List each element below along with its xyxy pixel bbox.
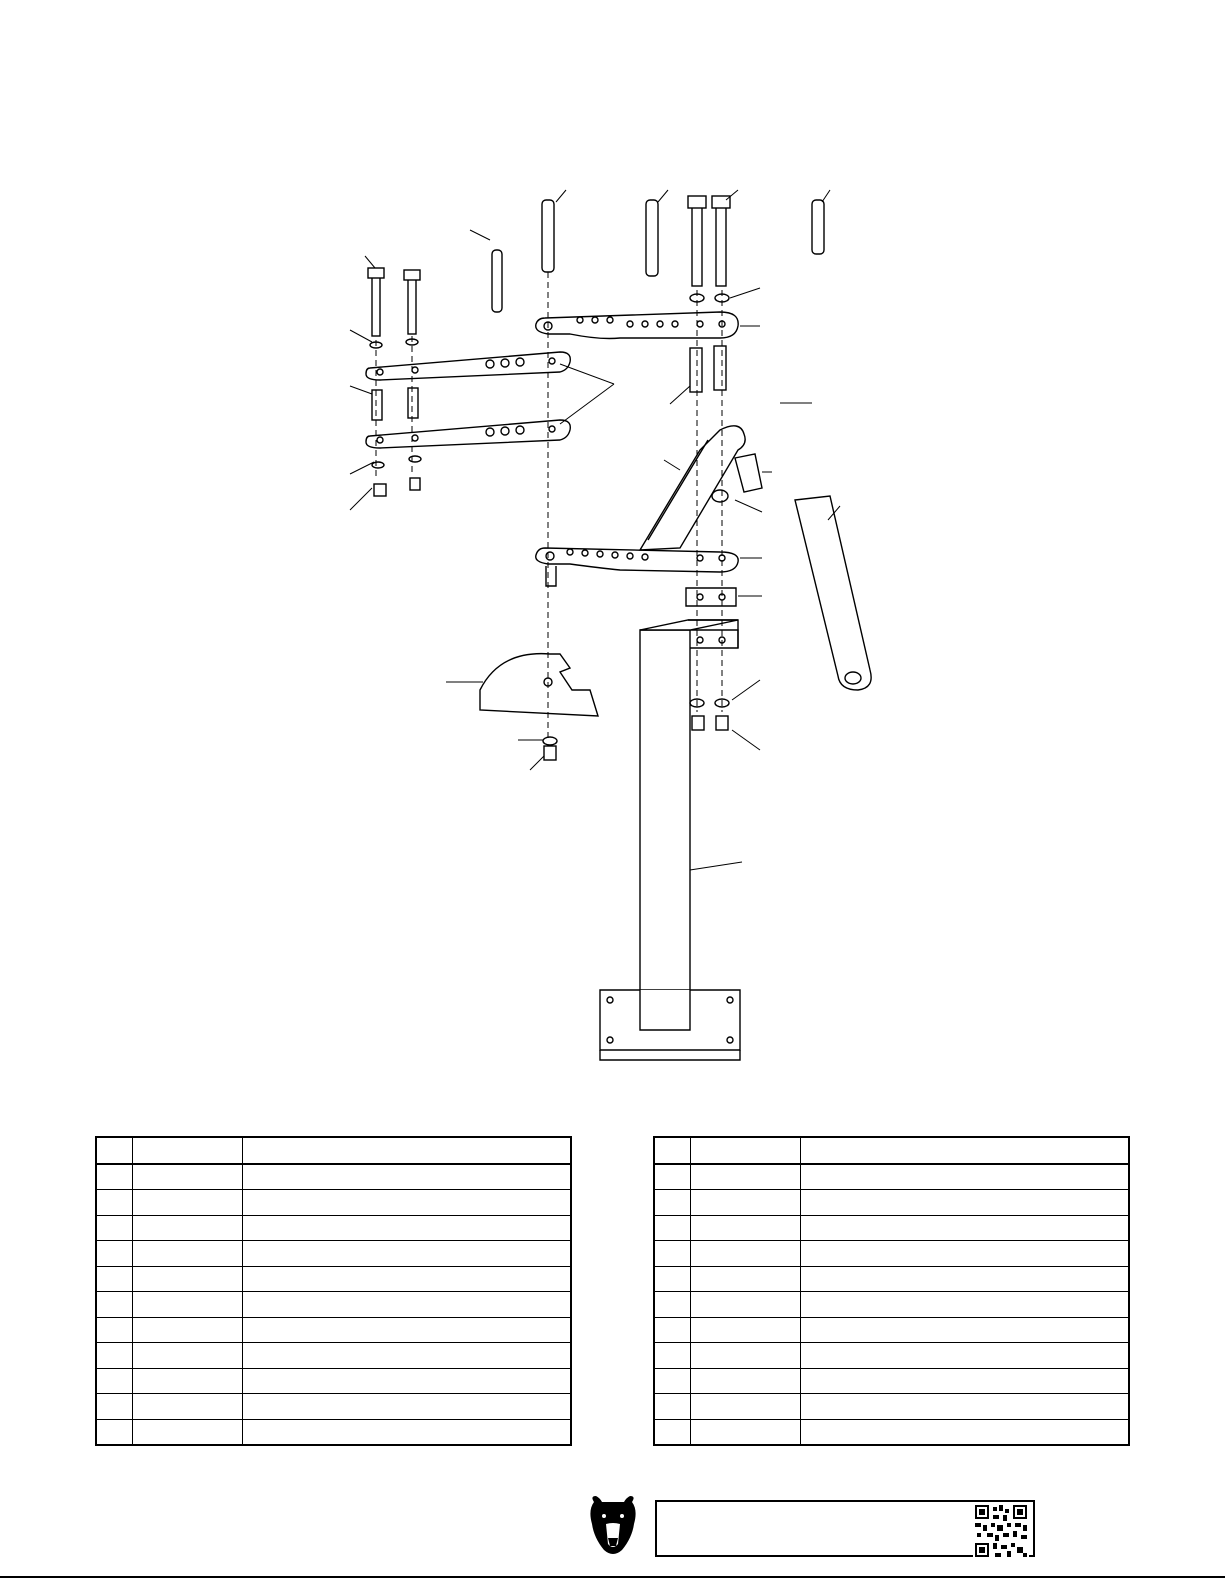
table-row bbox=[96, 1394, 571, 1420]
header-cell-part bbox=[690, 1137, 800, 1164]
stand-post bbox=[640, 620, 738, 1030]
table-header-row bbox=[96, 1137, 571, 1164]
table-row bbox=[96, 1368, 571, 1394]
spacer-plate bbox=[686, 588, 736, 606]
clamp-block bbox=[735, 454, 762, 492]
stand-base-plate bbox=[600, 990, 740, 1060]
table-row bbox=[96, 1266, 571, 1292]
header-cell-part bbox=[132, 1137, 242, 1164]
table-row bbox=[96, 1292, 571, 1318]
bear-head-logo-icon bbox=[588, 1494, 638, 1558]
table-row bbox=[96, 1317, 571, 1343]
upper-right-plate bbox=[536, 312, 738, 339]
table-row bbox=[96, 1215, 571, 1241]
table-row bbox=[654, 1343, 1129, 1369]
header-cell-description bbox=[242, 1137, 571, 1164]
table-row bbox=[654, 1266, 1129, 1292]
parts-table-left bbox=[95, 1136, 572, 1446]
qr-code-icon[interactable] bbox=[973, 1503, 1029, 1559]
parts-table-right bbox=[653, 1136, 1130, 1446]
table-row bbox=[96, 1190, 571, 1216]
lower-right-plate bbox=[536, 548, 738, 586]
bending-arm bbox=[640, 426, 745, 550]
table-row bbox=[654, 1419, 1129, 1445]
table-row bbox=[96, 1164, 571, 1190]
header-cell-ref bbox=[96, 1137, 132, 1164]
left-lower-link-plate bbox=[366, 420, 570, 448]
table-row bbox=[654, 1394, 1129, 1420]
header-cell-description bbox=[800, 1137, 1129, 1164]
table-row bbox=[96, 1241, 571, 1267]
table-header-row bbox=[654, 1137, 1129, 1164]
table-row bbox=[96, 1343, 571, 1369]
table-row bbox=[654, 1164, 1129, 1190]
degree-dial bbox=[480, 654, 598, 716]
left-upper-link-plate bbox=[366, 352, 570, 380]
page-bottom-rule bbox=[0, 1576, 1225, 1578]
leader-lines bbox=[350, 190, 840, 870]
table-row bbox=[654, 1190, 1129, 1216]
table-row bbox=[654, 1368, 1129, 1394]
table-row bbox=[96, 1419, 571, 1445]
table-row bbox=[654, 1241, 1129, 1267]
table-row bbox=[654, 1215, 1129, 1241]
table-row bbox=[654, 1317, 1129, 1343]
lever-handle bbox=[795, 496, 871, 690]
table-row bbox=[654, 1292, 1129, 1318]
header-cell-ref bbox=[654, 1137, 690, 1164]
